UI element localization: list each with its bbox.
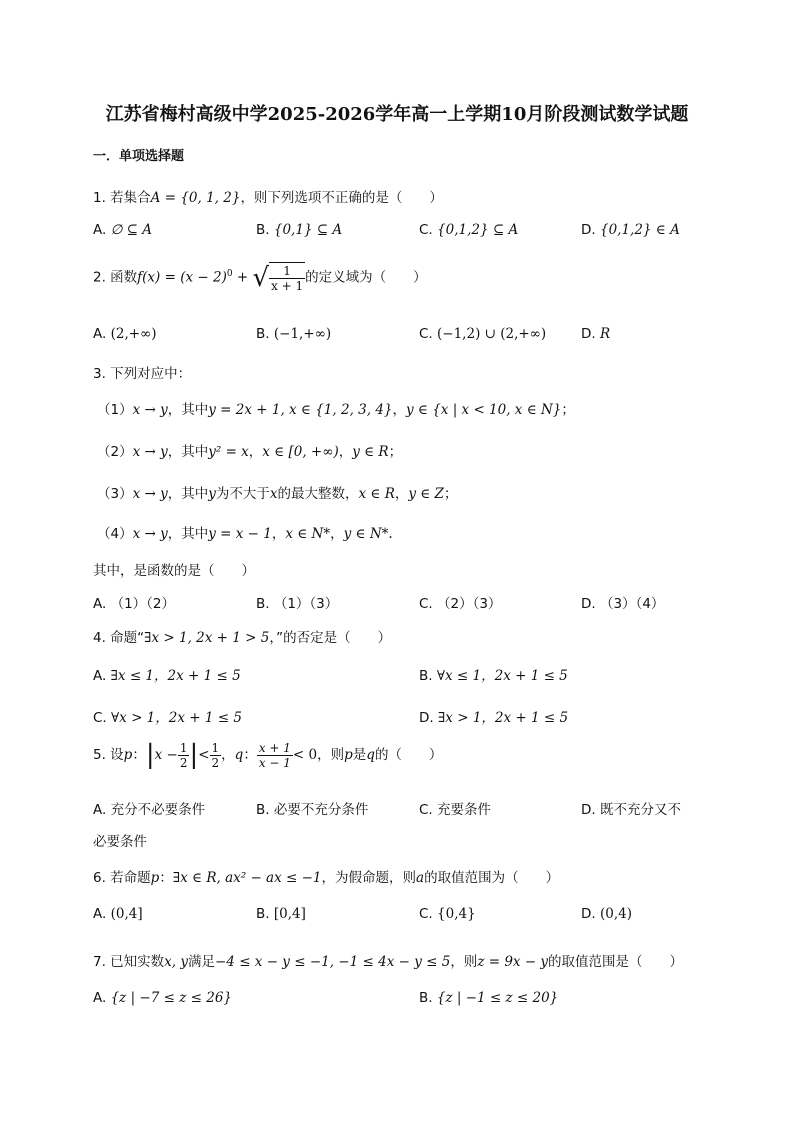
question-5-stem: 5. 设p：|x − $\frac{1}{2}$ |< $\frac{1}{2}$ ，q： $\frac{x + 1}{x - 1}$ < 0，则p是q的（ ） <box>93 740 443 770</box>
question-3-option-d: D. （3）（4） <box>581 596 665 612</box>
question-1-option-c: C. {0,1,2} ⊆ A <box>419 222 519 238</box>
question-4-stem: 4. 命题“∃x > 1, 2x + 1 > 5，”的否定是（ ） <box>93 630 392 646</box>
question-6-option-b: B. [0,4] <box>256 906 306 922</box>
question-6-option-c: C. {0,4} <box>419 906 476 922</box>
question-3-stem: 3. 下列对应中： <box>93 366 192 382</box>
question-6-option-a: A. (0,4] <box>93 906 143 922</box>
question-5-option-c: C. 充要条件 <box>419 802 492 818</box>
question-2-stem: 2. 函数$f(x) = (x - 2)^0$ + √ $\frac{1}{x + 1}$ 的定义域为（ ） <box>93 262 427 293</box>
question-3-option-b: B. （1）（3） <box>256 596 339 612</box>
question-1-option-b: B. {0,1} ⊆ A <box>256 222 343 238</box>
page-title: 江苏省梅村高级中学2025-2026学年高一上学期10月阶段测试数学试题 <box>105 104 689 125</box>
sqrt-expression: √ $\frac{1}{x + 1}$ <box>252 262 304 293</box>
question-5-option-a: A. 充分不必要条件 <box>93 802 206 818</box>
question-3-item-2: （2）x → y，其中y² = x，x ∈ [0, +∞)，y ∈ R； <box>97 444 403 460</box>
question-3-item-1: （1）x → y，其中y = 2x + 1, x ∈ {1, 2, 3, 4}，y ∈ {x | x < 10, x ∈ N}； <box>97 402 575 418</box>
question-4-option-d: D. ∃x > 1，2x + 1 ≤ 5 <box>419 710 569 726</box>
question-4-option-b: B. ∀x ≤ 1，2x + 1 ≤ 5 <box>419 668 568 684</box>
question-6-option-d: D. (0,4) <box>581 906 632 922</box>
question-2-option-c: C. (−1,2) ∪ (2,+∞) <box>419 326 547 342</box>
question-4-option-a: A. ∃x ≤ 1，2x + 1 ≤ 5 <box>93 668 241 684</box>
question-3-item-4: （4）x → y，其中y = x − 1，x ∈ N*，y ∈ N*. <box>97 526 393 542</box>
question-7-option-a: A. {z | −7 ≤ z ≤ 26} <box>93 990 232 1006</box>
question-3-item-3: （3）x → y，其中y为不大于x的最大整数，x ∈ R，y ∈ Z； <box>97 486 458 502</box>
question-7-stem: 7. 已知实数x, y满足−4 ≤ x − y ≤ −1, −1 ≤ 4x − y ≤ 5，则z = 9x − y的取值范围是（ ） <box>93 954 684 970</box>
question-4-option-c: C. ∀x > 1，2x + 1 ≤ 5 <box>93 710 242 726</box>
question-3-option-a: A. （1）（2） <box>93 596 176 612</box>
question-2-option-d: D. R <box>581 326 611 342</box>
question-2-option-b: B. (−1,+∞) <box>256 326 332 342</box>
question-1-stem: 1. 若集合A = {0, 1, 2}，则下列选项不正确的是（ ） <box>93 190 443 206</box>
question-2-option-a: A. (2,+∞) <box>93 326 157 342</box>
section-heading: 一．单项选择题 <box>93 149 185 164</box>
question-1-option-d: D. {0,1,2} ∈ A <box>581 222 680 238</box>
question-5-option-d: D. 既不充分又不 <box>581 802 681 818</box>
question-6-stem: 6. 若命题p：∃x ∈ R, ax² − ax ≤ −1，为假命题，则a的取值范围为（ ） <box>93 870 560 886</box>
question-1-option-a: A. ∅ ⊆ A <box>93 222 152 238</box>
question-5-option-b: B. 必要不充分条件 <box>256 802 369 818</box>
question-5-option-d-continued: 必要条件 <box>93 834 147 850</box>
question-3-option-c: C. （2）（3） <box>419 596 502 612</box>
question-3-prompt: 其中，是函数的是（ ） <box>93 563 255 579</box>
question-7-option-b: B. {z | −1 ≤ z ≤ 20} <box>419 990 559 1006</box>
